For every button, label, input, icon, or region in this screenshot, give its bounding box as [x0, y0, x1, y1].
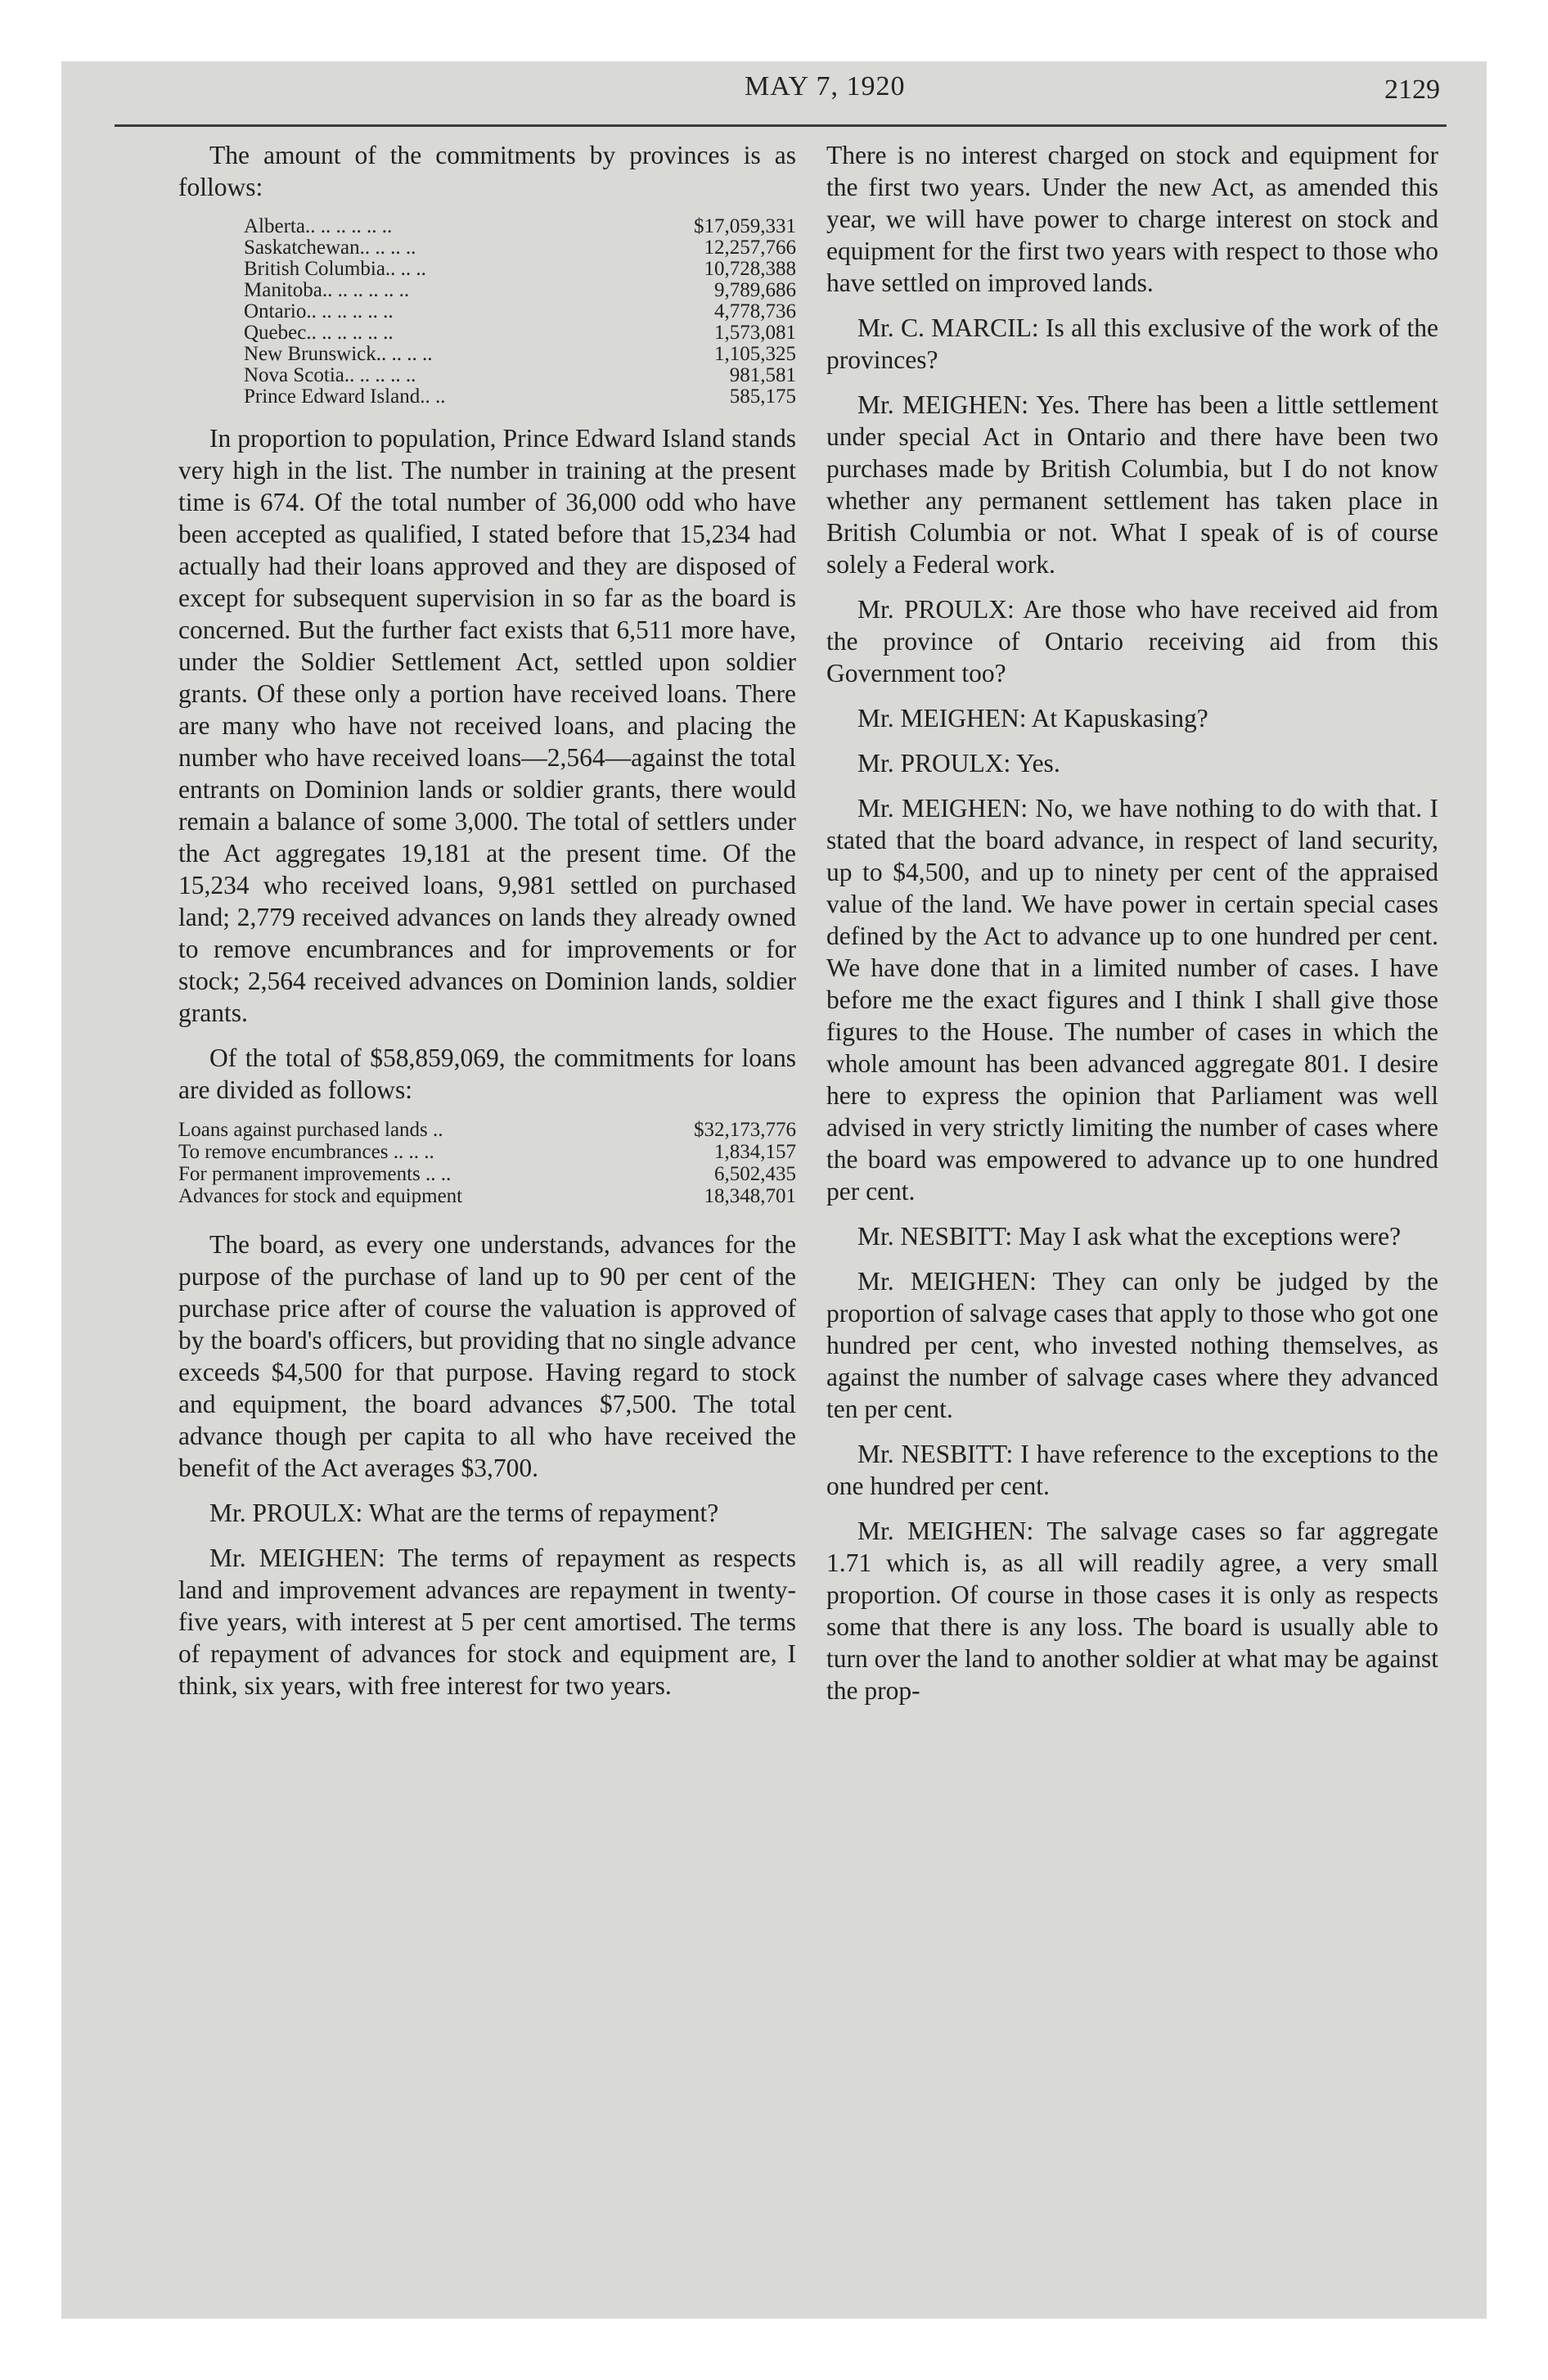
proulx-reply: Mr. PROULX: Yes.: [857, 749, 1060, 778]
province-name: Nova Scotia.. .. .. .. ..: [244, 364, 416, 386]
province-value: 10,728,388: [704, 258, 796, 280]
table-row: [244, 216, 796, 237]
province-name: Quebec.. .. .. .. .. ..: [244, 322, 394, 344]
province-name: Manitoba.. .. .. .. .. ..: [244, 279, 410, 301]
table-row: [244, 237, 796, 259]
header-rule: [115, 124, 1447, 127]
board-advances-paragraph: The board, as every one understands, advances for the purpose of the purchase of land up to 90 per cent of the purchase price after of course the valuation is approved of by the board's officers, but providing that no single advance exceeds $4,500 for that purpose. Having regard to stock and equipment, the board advances $7,500. The total advance though per capita to all who have received the benefit of the Act averages $3,700.: [178, 1230, 796, 1482]
table-row: [178, 1163, 796, 1185]
right-column: [826, 139, 1438, 1720]
table-row: [244, 301, 796, 322]
loan-category: To remove encumbrances .. .. ..: [178, 1141, 434, 1163]
loan-commitments-table: [178, 1119, 796, 1207]
province-value: 1,573,081: [714, 322, 796, 344]
table-row: [244, 322, 796, 344]
meighen-answer: Mr. MEIGHEN: They can only be judged by the proportion of salvage cases that apply to those who got one hundred per cent, who invested nothing themselves, as against the number of salvage cases where they advanced ten per cent.: [826, 1267, 1438, 1423]
proulx-question: Mr. PROULX: What are the terms of repayment?: [209, 1499, 719, 1527]
meighen-answer: Mr. MEIGHEN: At Kapuskasing?: [857, 704, 1208, 732]
nesbitt-remark: Mr. NESBITT: I have reference to the exceptions to the one hundred per cent.: [826, 1440, 1438, 1500]
province-value: $17,059,331: [694, 215, 796, 237]
meighen-answer: Mr. MEIGHEN: The salvage cases so far aggregate 1.71 which is, as all will readily agree, a very small proportion. Of course in those cases it is only as respects some that there is any loss. The board is usually able to turn over the land to another soldier at what may be against the prop-: [826, 1517, 1438, 1705]
page-number: 2129: [1384, 74, 1440, 105]
province-name: Ontario.. .. .. .. .. ..: [244, 300, 394, 322]
proulx-question: Mr. PROULX: Are those who have received aid from the province of Ontario receiving aid from this Government too?: [826, 595, 1438, 687]
loan-category: Advances for stock and equipment: [178, 1185, 463, 1207]
province-value: 1,105,325: [714, 343, 796, 365]
province-name: Prince Edward Island.. ..: [244, 385, 446, 408]
table-row: [178, 1119, 796, 1141]
loan-category: Loans against purchased lands ..: [178, 1119, 443, 1141]
province-name: Saskatchewan.. .. .. ..: [244, 237, 416, 259]
nesbitt-question: Mr. NESBITT: May I ask what the exceptions were?: [857, 1222, 1402, 1251]
loan-value: 18,348,701: [704, 1185, 796, 1207]
province-name: New Brunswick.. .. .. ..: [244, 343, 433, 365]
header-date: MAY 7, 1920: [745, 71, 906, 101]
loan-value: 1,834,157: [714, 1141, 796, 1163]
province-value: 12,257,766: [704, 237, 796, 259]
province-name: Alberta.. .. .. .. .. ..: [244, 215, 393, 237]
commitments-division-paragraph: Of the total of $58,859,069, the commitments for loans are divided as follows:: [178, 1044, 796, 1104]
province-value: 4,778,736: [714, 300, 796, 322]
meighen-answer: Mr. MEIGHEN: No, we have nothing to do with that. I stated that the board advance, in respect of land security, up to $4,500, and up to ninety per cent of the appraised value of the land. We have power in certain special cases defined by the Act to advance up to one hundred per cent. We have done that in a limited number of cases. I have before me the exact figures and I think I shall give those figures to the House. The number of cases in which the whole amount has been advanced aggregate 801. I desire here to express the opinion that Parliament was well advised in very strictly limiting the number of cases where the board was empowered to advance up to one hundred per cent.: [826, 794, 1438, 1206]
meighen-repayment-answer: Mr. MEIGHEN: The terms of repayment as respects land and improvement advances are repayment in twenty-five years, with interest at 5 per cent amortised. The terms of repayment of advances for stock and equipment are, I think, six years, with free interest for two years.: [178, 1544, 796, 1700]
province-commitments-table: [244, 216, 796, 408]
loan-value: $32,173,776: [694, 1119, 796, 1141]
left-column: [178, 139, 796, 1715]
province-value: 981,581: [729, 364, 796, 386]
loan-value: 6,502,435: [714, 1163, 796, 1185]
province-name: British Columbia.. .. ..: [244, 258, 426, 280]
province-value: 9,789,686: [714, 279, 796, 301]
table-row: [178, 1185, 796, 1207]
commitments-intro: The amount of the commitments by provinces is as follows:: [178, 141, 796, 201]
interest-paragraph: There is no interest charged on stock and equipment for the first two years. Under the new Act, as amended this year, we will have power to charge interest on stock and equipment for the first two years with respect to those who have settled on improved lands.: [826, 141, 1438, 297]
page-header: [115, 71, 1440, 120]
table-row: [244, 280, 796, 301]
table-row: [244, 386, 796, 408]
loan-category: For permanent improvements .. ..: [178, 1163, 452, 1185]
table-row: [244, 344, 796, 365]
marcil-question: Mr. C. MARCIL: Is all this exclusive of the work of the provinces?: [826, 313, 1438, 374]
proportion-paragraph: In proportion to population, Prince Edward Island stands very high in the list. The number in training at the present time is 674. Of the total number of 36,000 odd who have been accepted as qualified, I stated before that 15,234 had actually had their loans approved and they are disposed of except for subsequent supervision in so far as the board is concerned. But the further fact exists that 6,511 more have, under the Soldier Settlement Act, settled upon soldier grants. Of these only a portion have received loans. There are many who have not received loans, and placing the number who have received loans—2,564—against the total entrants on Dominion lands or soldier grants, there would remain a balance of some 3,000. The total of settlers under the Act aggregates 19,181 at the present time. Of the 15,234 who received loans, 9,981 settled on purchased land; 2,779 received advances on lands they already owned to remove encumbrances and for improvements or for stock; 2,564 received advances on Dominion lands, soldier grants.: [178, 424, 796, 1027]
table-row: [178, 1141, 796, 1163]
meighen-answer: Mr. MEIGHEN: Yes. There has been a little settlement under special Act in Ontario and there have been two purchases made by British Columbia, but I do not know whether any permanent settlement has taken place in British Columbia or not. What I speak of is of course solely a Federal work.: [826, 390, 1438, 579]
province-value: 585,175: [729, 385, 796, 408]
table-row: [244, 259, 796, 280]
table-row: [244, 365, 796, 386]
